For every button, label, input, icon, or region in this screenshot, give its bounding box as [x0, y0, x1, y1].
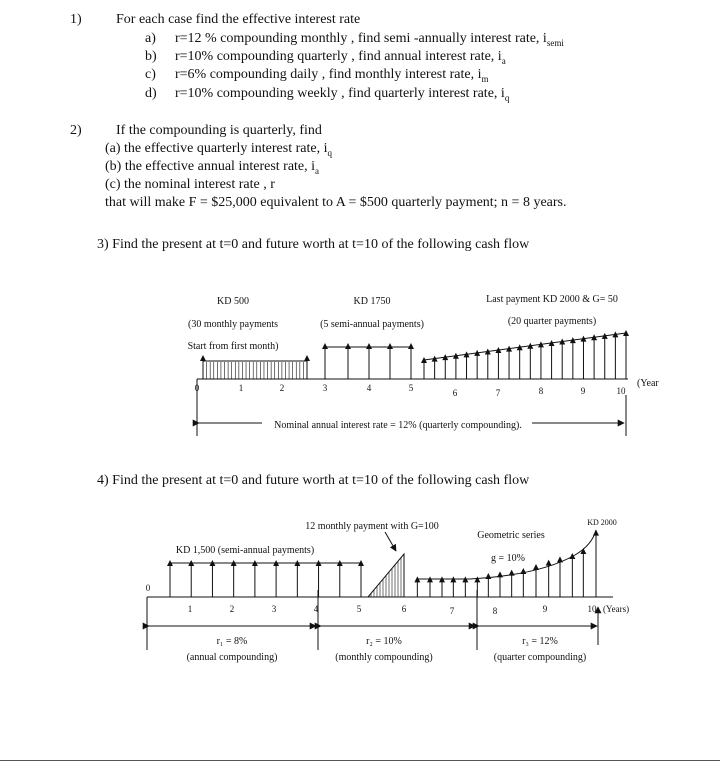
q4-pointer-arrow [385, 532, 396, 551]
q3-quarter: (20 quarter payments) [507, 316, 597, 327]
q4-unit: (Years) [603, 604, 630, 614]
q3-semi: (5 semi-annual payments) [320, 319, 424, 330]
q2-a-main: (a) the effective quarterly interest rate, i [105, 141, 328, 156]
q2-intro: If the compounding is quarterly, find [116, 123, 322, 138]
q1-b-main: r=10% compounding quarterly , find annual interest rate, i [175, 49, 502, 64]
q4-geometric-payment-head [520, 568, 526, 574]
q2-closing: that will make F = $25,000 equivalent to A = $500 quarterly payment; n = 8 years. [105, 195, 567, 210]
q4-c3: (quarter compounding) [493, 652, 587, 663]
q1-d-main: r=10% compounding weekly , find quarterly interest rate, i [175, 86, 505, 101]
q3-monthly: (30 monthly payments [188, 319, 278, 330]
q4-semi-label: KD 1,500 (semi-annual payments) [175, 545, 315, 556]
q1-a-main: r=12 % compounding monthly , find semi -annually interest rate, i [175, 31, 547, 46]
q4-geometric-payment-head [474, 576, 480, 582]
q4-c2: (monthly compounding) [335, 652, 433, 663]
q4-r3: r₃ = 12% [522, 636, 558, 647]
q3-year-label: 0 [194, 383, 200, 393]
q3-year-label: 3 [322, 383, 328, 393]
q1-c-letter: c) [145, 67, 156, 82]
q3-year-label: 10 [616, 386, 626, 396]
q3-unit: (Year [637, 378, 659, 389]
q3-semi-annual-payment-head [387, 343, 393, 349]
q3-year-label: 9 [580, 386, 586, 396]
q3-semi-annual-payment-head [322, 343, 328, 349]
q1-a-sub: semi [546, 37, 564, 48]
q4-geometric-payment-head [593, 530, 599, 536]
q2-a-sub: q [327, 147, 332, 158]
q3-rate: Nominal annual interest rate = 12% (quarterly compounding). [274, 420, 522, 431]
q4-geometric-payment-head [485, 573, 491, 579]
q3-kd1750: KD 1750 [353, 296, 391, 307]
q4-year-label: 10 [587, 604, 597, 614]
q4-geometric-payment-head [569, 553, 575, 559]
q1-d-sub: q [504, 92, 510, 103]
q3-semi-annual-payment-head [366, 343, 372, 349]
q3-year-label: 1 [238, 383, 244, 393]
q1-b-letter: b) [145, 49, 157, 64]
q3-last: Last payment KD 2000 & G= 50 [486, 294, 618, 305]
q3-kd500: KD 500 [217, 296, 249, 307]
q1-c-main: r=6% compounding daily , find monthly interest rate, i [175, 67, 482, 82]
q3-year-label: 6 [452, 388, 458, 398]
q1-number: 1) [70, 12, 82, 27]
q3-monthly-arrow-last-head [304, 355, 310, 361]
q3-semi-annual-payment-head [345, 343, 351, 349]
q1-intro: For each case find the effective interest rate [116, 12, 361, 27]
q4-r2: r₂ = 10% [366, 636, 402, 647]
q4-year-label: 7 [449, 606, 455, 616]
q2-number: 2) [70, 123, 82, 138]
q2-b-main: (b) the effective annual interest rate, i [105, 159, 316, 174]
q4-c1: (annual compounding) [186, 652, 278, 663]
q3-monthly-arrow-first-head [200, 355, 206, 361]
q3-year-label: 7 [495, 388, 501, 398]
q4-geometric-payment-head [509, 570, 515, 576]
q4-year-label: 6 [401, 604, 407, 614]
bottom-rule [0, 760, 720, 761]
q4-geometric-payment-head [557, 556, 563, 562]
q4-r1: r₁ = 8% [216, 636, 248, 647]
q4-year-label: 1 [187, 604, 193, 614]
q3-year-label: 5 [408, 383, 414, 393]
q3-year-label: 4 [366, 383, 372, 393]
q4-year-label: 0 [145, 583, 151, 593]
q4-title: 4) Find the present at t=0 and future worth at t=10 of the following cash flow [97, 473, 530, 488]
q3-start: Start from first month) [187, 341, 279, 352]
q3-title: 3) Find the present at t=0 and future worth at t=10 of the following cash flow [97, 237, 530, 252]
q3-year-label: 8 [538, 386, 544, 396]
q2-b-sub: a [315, 165, 320, 176]
q1-b-sub: a [501, 55, 506, 66]
q4-gradient-label: 12 monthly payment with G=100 [305, 521, 439, 532]
q4-geometric-payment-head [497, 571, 503, 577]
q4-year-label: 5 [356, 604, 362, 614]
q4-year-label: 3 [271, 604, 277, 614]
q2-c-main: (c) the nominal interest rate , r [105, 177, 275, 192]
q1-a-letter: a) [145, 31, 156, 46]
q4-g-label: g = 10% [491, 553, 525, 564]
q3-semi-annual-payment-head [408, 343, 414, 349]
q4-geometric-payment-head [546, 560, 552, 566]
q4-year-label: 2 [229, 604, 235, 614]
q4-year-label: 8 [492, 606, 498, 616]
q1-d-letter: d) [145, 86, 157, 101]
q4-kd2000: KD 2000 [587, 518, 617, 527]
q4-geometric-payment-head [533, 564, 539, 570]
q4-year-label: 9 [542, 604, 548, 614]
q4-year-label: 4 [313, 604, 319, 614]
q4-geo-label: Geometric series [477, 530, 545, 541]
q3-year-label: 2 [279, 383, 285, 393]
q1-c-sub: m [481, 73, 489, 84]
